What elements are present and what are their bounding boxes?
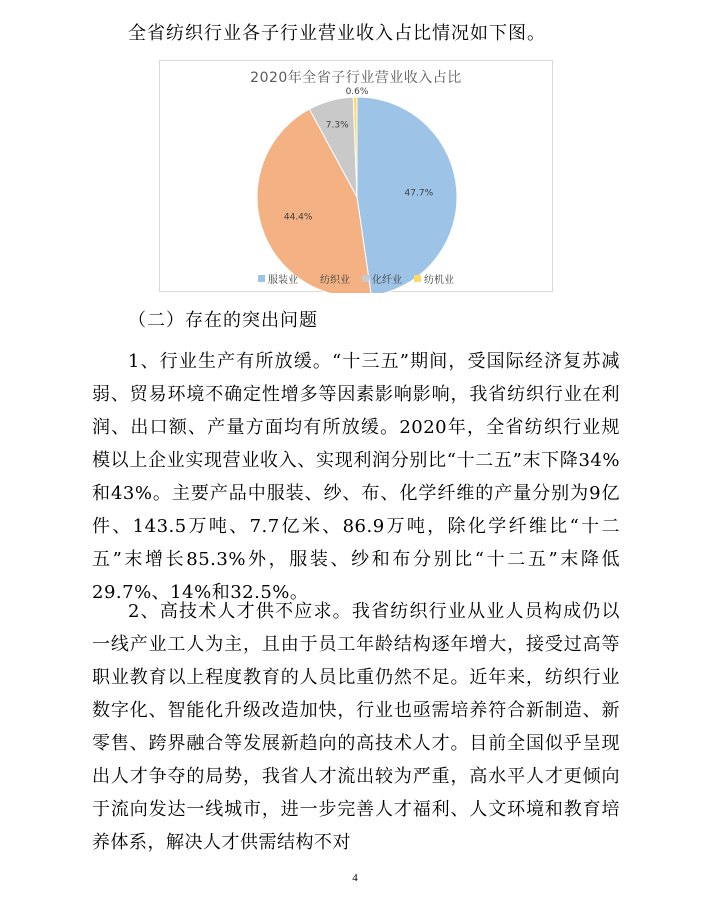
legend-swatch — [258, 275, 265, 282]
pie-chart-canvas — [160, 61, 554, 293]
legend-swatch — [414, 275, 421, 282]
paragraph-2: 2、高技术人才供不应求。我省纺织行业从业人员构成仍以一线产业工人为主，且由于员工年龄结构逐年增大，接受过高等职业教育以上程度教育的人员比重仍然不足。近年来，纺织行业数字化、智能化升级改造加快，行业也亟需培养符合新制造、新零售、跨界融合等发展新趋向的高技术人才。目前全国似乎呈现出人才争夺的局势，我省人才流出较为严重，高水平人才更倾向于流向发达一线城市，进一步完善人才福利、人文环境和教育培养体系，解决人才供需结构不对 — [92, 601, 620, 853]
legend-label: 服装业 — [268, 275, 298, 286]
legend-item-1 — [310, 271, 350, 286]
chart-legend — [160, 271, 552, 286]
pie-chart — [159, 60, 553, 292]
legend-label: 纺织业 — [320, 275, 350, 286]
legend-swatch — [362, 275, 369, 282]
data-label-3: 0.6% — [345, 87, 369, 97]
data-label-2: 7.3% — [325, 120, 349, 131]
page-number: 4 — [352, 872, 358, 884]
legend-label: 纺机业 — [424, 275, 454, 286]
data-label-1: 44.4% — [283, 212, 313, 223]
legend-item-3 — [414, 271, 454, 286]
paragraph-1: 1、行业生产有所放缓。“十三五”期间，受国际经济复苏减弱、贸易环境不确定性增多等因素影响影响，我省纺织行业在利润、出口额、产量方面均有所放缓。2020年，全省纺织行业规模以上企业实现营业收入、实现利润分别比“十二五”末下降34%和43%。主要产品中服装、纱、布、化学纤维的产量分别为9亿件、143.5万吨、7.7亿米、86.9万吨，除化学纤维比“十二五”末增长85.3%外，服装、纱和布分别比“十二五”末降低29.7%、14%和32.5%。 — [92, 351, 620, 603]
legend-label: 化纤业 — [372, 275, 402, 286]
section-heading: （二）存在的突出问题 — [128, 310, 318, 331]
chart-title: 2020年全省子行业营业收入占比 — [250, 70, 462, 86]
legend-swatch — [310, 275, 317, 282]
intro-text: 全省纺织行业各子行业营业收入占比情况如下图。 — [128, 23, 546, 44]
legend-item-0 — [258, 271, 298, 286]
data-label-0: 47.7% — [404, 188, 434, 199]
legend-item-2 — [362, 271, 402, 286]
